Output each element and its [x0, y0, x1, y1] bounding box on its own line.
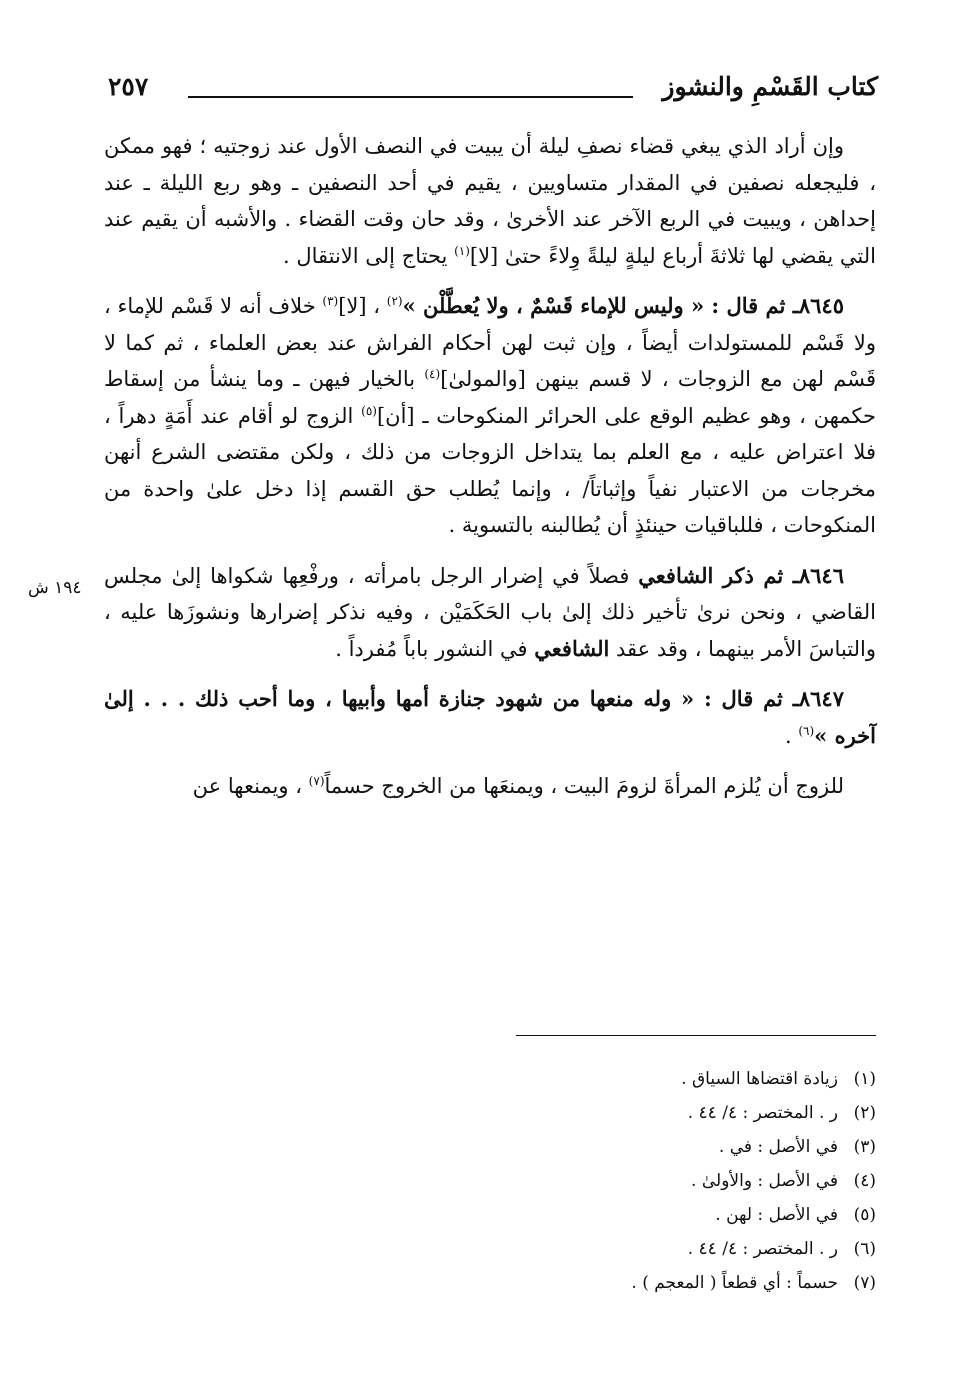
text-run: ٨٦٤٧ـ ثم قال : « وله منعها من شهود جنازة أمها وأبيها ، وما أحب ذلك . . . إلىٰ آخره »: [104, 686, 876, 748]
footnote-number: (٣): [853, 1137, 876, 1157]
text-run: في النشور باباً مُفرداً .: [335, 636, 535, 661]
footnote-ref: (٦): [798, 723, 815, 738]
footnotes: [456, 1062, 876, 1300]
footnote-ref: (١): [454, 243, 470, 258]
header-rule: [188, 96, 633, 98]
page-header: [108, 72, 878, 112]
footnote-text: في الأصل : لهن .: [715, 1205, 838, 1225]
footnote-text: حسماً : أي قطعاً ( المعجم ) .: [631, 1273, 838, 1293]
footnote-item: [456, 1096, 876, 1130]
footnote-item: [456, 1198, 876, 1232]
footnote-text: زيادة اقتضاها السياق .: [681, 1069, 838, 1089]
margin-note: ١٩٤ ش: [28, 578, 82, 598]
footnote-ref: (٥): [361, 403, 377, 418]
footnote-item: [456, 1266, 876, 1300]
paragraph-8646: [104, 558, 876, 668]
text-run: الزوج لو أقام عند أَمَةٍ دهراً ، فلا اعتراض عليه ، مع العلم بما يتداخل الزوجات من ذلك ، ولكن مقتضى الشرع أنهن مخرجات من الاعتبار نفياً وإثباتاً/ ، وإنما يُطلب حق القسم إذا دخل علىٰ واحدة من المنكوحات ، فللباقيات حينئذٍ أن يُطالبنه بالتسوية .: [104, 403, 876, 537]
text-run: ، ويمنعها عن: [192, 774, 309, 798]
footnote-number: (٢): [853, 1103, 876, 1123]
footnote-text: في الأصل : والأولىٰ .: [691, 1171, 838, 1191]
book-title: كتاب القَسْمِ والنشوز: [662, 72, 878, 101]
text-run: ٨٦٤٦ـ ثم ذكر: [713, 562, 844, 588]
text-run: بالخيار فيهن ـ وما ينشأ من إسقاط حكمهن ، وهو عظيم الوقع على الحرائر المنكوحات ـ [أن]: [104, 367, 876, 428]
footnote-text: ر . المختصر : ٤/ ٤٤ .: [687, 1103, 838, 1123]
text-run: ، [لا]: [338, 294, 387, 318]
paragraph-8645: [104, 288, 876, 544]
footnote-text: في الأصل : في .: [718, 1137, 838, 1157]
footnote-text: ر . المختصر : ٤/ ٤٤ .: [687, 1239, 838, 1259]
main-text: [104, 128, 876, 805]
paragraph-8647: [104, 681, 876, 754]
text-run: يحتاج إلى الانتقال .: [282, 243, 455, 268]
text-run: .: [784, 723, 799, 748]
footnote-number: (٤): [853, 1171, 876, 1191]
footnote-item: [456, 1062, 876, 1096]
text-run: خلاف أنه لا قَسْم للإماء ، ولا قَسْم للمستولدات أيضاً ، وإن ثبت لهن أحكام الفراش عند بعض العلماء ، ثم كما لا قَسْم لهن مع الزوجات ، لا قسم بينهن [والمولىٰ]: [104, 294, 877, 391]
footnote-rule: [516, 1035, 876, 1036]
footnote-number: (٦): [853, 1239, 876, 1259]
text-run: فصلاً في إضرار الرجل بامرأته ، ورفْعِها شكواها إلىٰ مجلس القاضي ، ونحن نرىٰ تأخير ذلك إلىٰ باب الحَكَمَيْن ، وفيه نذكر إضرارها ونشوزَها عليه ، والتباسَ الأمر بينهما ، وقد عقد: [104, 563, 876, 661]
text-run: وإن أراد الذي يبغي قضاء نصفِ ليلة أن يبيت في النصف الأول عند زوجتيه ؛ فهو ممكن ، فليجعله نصفين في المقدار متساويين ، يقيم في أحد النصفين ـ وهو ربع الليلة ـ عند إحداهن ، ويبيت في الربع الآخر عند الأخرىٰ ، وقد حان وقت القضاء . والأشبه أن يقيم عند التي يقضي لها ثلاثةَ أرباع ليلةٍ ليلةً وِلاءً حتىٰ [لا]: [104, 134, 876, 268]
paragraph-1: [104, 128, 876, 274]
footnote-ref: (٧): [308, 774, 325, 788]
footnote-item: [456, 1232, 876, 1266]
paragraph-continuation: [104, 768, 876, 805]
footnote-ref: (٣): [322, 294, 339, 308]
footnote-number: (١): [853, 1069, 876, 1089]
page-number: ٢٥٧: [108, 72, 149, 101]
footnote-number: (٧): [853, 1273, 876, 1293]
footnote-ref: (٤): [424, 367, 441, 381]
footnote-number: (٥): [853, 1205, 876, 1225]
footnote-item: [456, 1130, 876, 1164]
text-run: الشافعي: [638, 562, 714, 588]
footnote-ref: (٢): [386, 294, 403, 308]
footnote-item: [456, 1164, 876, 1198]
text-run: الشافعي: [534, 635, 610, 661]
text-run: للزوج أن يُلزم المرأةَ لزومَ البيت ، ويمنعَها من الخروج حسماً: [324, 774, 844, 798]
text-run: ٨٦٤٥ـ ثم قال : « وليس للإماء قَسْمٌ ، ولا يُعطَّلْن »: [402, 293, 844, 318]
